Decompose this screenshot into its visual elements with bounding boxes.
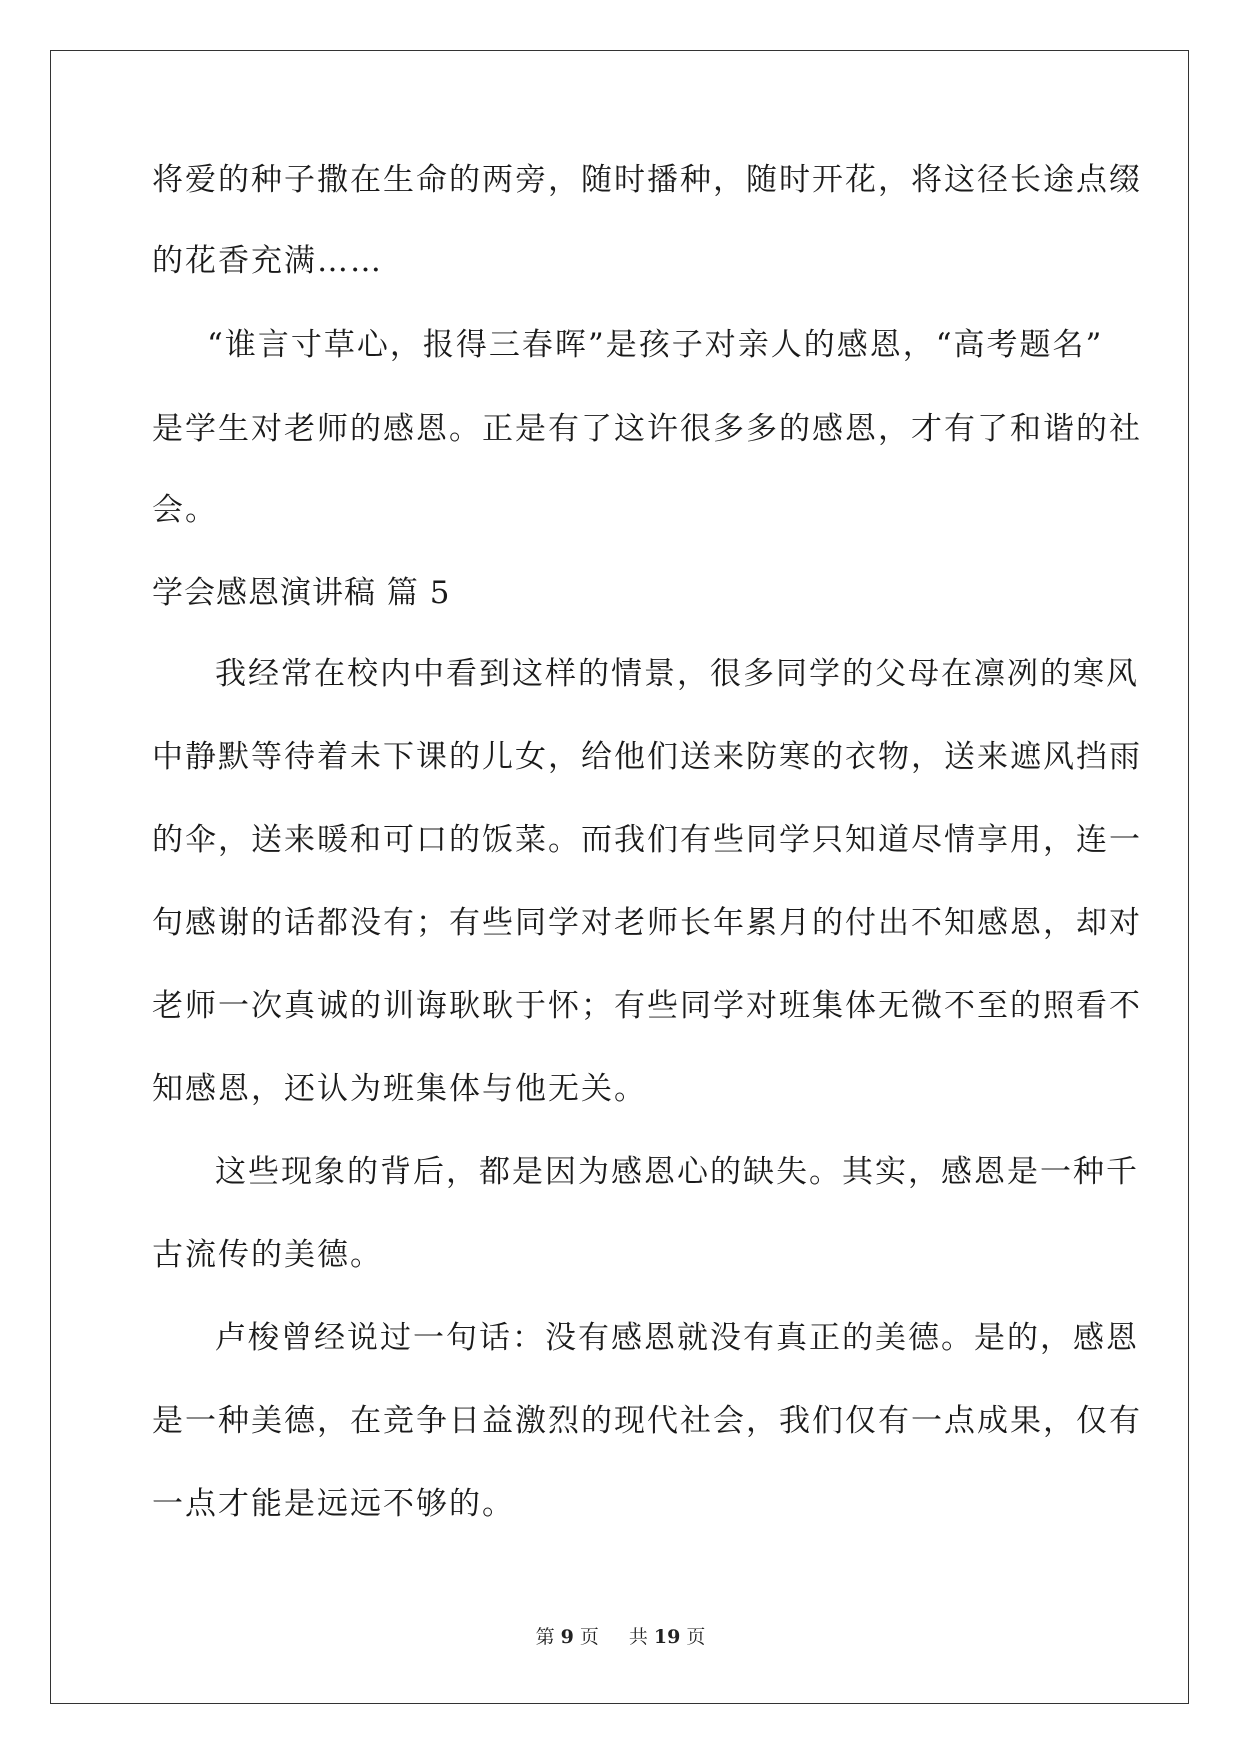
page-unit: 页 [579, 1626, 599, 1648]
text-line: 我经常在校内中看到这样的情景，很多同学的父母在凛冽的寒风 [215, 656, 1139, 692]
page-footer [0, 1622, 1241, 1649]
section-heading: 学会感恩演讲稿 篇 5 [152, 575, 451, 611]
page-label: 第 [535, 1626, 555, 1648]
text-line: 中静默等待着未下课的儿女，给他们送来防寒的衣物，送来遮风挡雨 [152, 739, 1142, 775]
text-line: 卢梭曾经说过一句话：没有感恩就没有真正的美德。是的，感恩 [215, 1320, 1139, 1356]
text-line: 知感恩，还认为班集体与他无关。 [152, 1071, 647, 1107]
text-line: 会。 [152, 492, 218, 528]
text-line: 的伞，送来暖和可口的饭菜。而我们有些同学只知道尽情享用，连一 [152, 822, 1142, 858]
total-indicator [623, 1626, 711, 1648]
text-line: 句感谢的话都没有；有些同学对老师长年累月的付出不知感恩，却对 [152, 905, 1142, 941]
text-line: 将爱的种子撒在生命的两旁，随时播种，随时开花，将这径长途点缀 [152, 162, 1142, 198]
text-line: “谁言寸草心，报得三春晖”是孩子对亲人的感恩，“高考题名” [207, 327, 1104, 363]
total-label: 共 [628, 1626, 648, 1648]
page-number: 9 [560, 1626, 574, 1648]
text-line: 的花香充满…… [152, 243, 383, 279]
total-unit: 页 [686, 1626, 706, 1648]
page-indicator [530, 1626, 605, 1648]
text-line: 是学生对老师的感恩。正是有了这许很多多的感恩，才有了和谐的社 [152, 411, 1142, 447]
page-border [50, 50, 1189, 1704]
text-line: 这些现象的背后，都是因为感恩心的缺失。其实，感恩是一种千 [215, 1154, 1139, 1190]
text-line: 是一种美德，在竞争日益激烈的现代社会，我们仅有一点成果，仅有 [152, 1403, 1142, 1439]
total-number: 19 [653, 1626, 681, 1648]
text-line: 古流传的美德。 [152, 1237, 383, 1273]
text-line: 老师一次真诚的训诲耿耿于怀；有些同学对班集体无微不至的照看不 [152, 988, 1142, 1024]
text-line: 一点才能是远远不够的。 [152, 1486, 515, 1522]
